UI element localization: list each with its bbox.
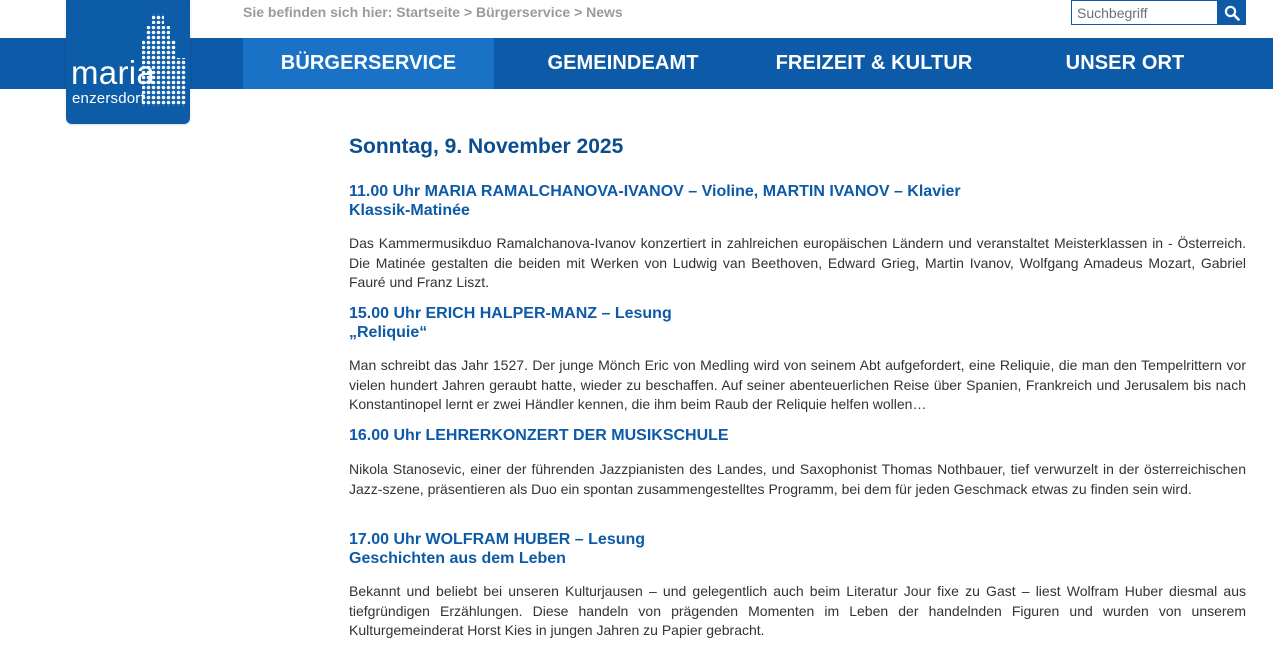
- event-description: Man schreibt das Jahr 1527. Der junge Mönch Eric von Medling wird von seinem Abt aufgefordert, eine Reliquie, die man den Tempelrittern vor vielen hundert Jahren geraubt hatte, wieder zu beschaffen. Auf seiner abenteuerlichen Reise über Spanien, Frankreich und Jerusalem bis nach Konstantinopel lernt er zwei Händler kennen, die ihm beim Raub der Reliquie helfen wollen…: [349, 357, 1246, 412]
- event-title-line2: Klassik-Matinée: [349, 202, 470, 219]
- nav-item-gemeindeamt[interactable]: [494, 38, 752, 89]
- search-icon: [1224, 5, 1240, 21]
- search-button[interactable]: [1218, 0, 1246, 25]
- event-title[interactable]: [349, 182, 961, 220]
- nav-item-label: BÜRGERSERVICE: [280, 52, 457, 74]
- event-title-line1: 15.00 Uhr ERICH HALPER-MANZ – Lesung: [349, 305, 672, 322]
- nav-item-unser-ort[interactable]: [1000, 38, 1250, 89]
- event-title-line1: 11.00 Uhr MARIA RAMALCHANOVA-IVANOV – Violine, MARTIN IVANOV – Klavier: [349, 183, 961, 200]
- event-description: Nikola Stanosevic, einer der führenden Jazzpianisten des Landes, und Saxophonist Thomas Nothbauer, tief verwurzelt in der österreichischen Jazz-szene, präsentieren als Duo ein spontan zusammengestelltes Programm, bei dem für jeden Geschmack etwas zu finden sein wird.: [349, 461, 1246, 497]
- nav-item-label: UNSER ORT: [1065, 52, 1185, 74]
- nav-item-label: GEMEINDEAMT: [547, 52, 699, 74]
- nav-item-buergerservice[interactable]: [243, 38, 494, 89]
- page-title: Sonntag, 9. November 2025: [349, 135, 624, 158]
- event-title[interactable]: [349, 304, 672, 342]
- event-title-line1: 16.00 Uhr LEHRERKONZERT DER MUSIKSCHULE: [349, 427, 729, 444]
- event-title-line2: Geschichten aus dem Leben: [349, 550, 566, 567]
- event-title[interactable]: [349, 426, 729, 445]
- nav-item-freizeit-kultur[interactable]: [752, 38, 996, 89]
- search-box: [1071, 0, 1246, 25]
- logo-text-maria: maria: [71, 54, 156, 91]
- breadcrumb: Sie befinden sich hier: Startseite > Bürgerservice > News: [243, 4, 623, 20]
- search-input[interactable]: [1071, 0, 1218, 25]
- event-title-line1: 17.00 Uhr WOLFRAM HUBER – Lesung: [349, 531, 646, 548]
- logo-text-enzersdorf: enzersdorf: [72, 90, 145, 107]
- event-title-line2: „Reliquie“: [349, 324, 428, 341]
- site-logo[interactable]: [66, 0, 190, 124]
- main-navigation: [0, 38, 1273, 89]
- event-description: Bekannt und beliebt bei unseren Kulturjausen – und gelegentlich auch beim Literatur Jour fixe zu Gast – liest Wolfram Huber diesmal aus tiefgründigen Erzählungen. Diese handeln von prägenden Momenten im Leben der handelnden Figuren und wurden von unserem Kulturgemeinderat Horst Kies in jungen Jahren zu Papier gebracht.: [349, 583, 1246, 638]
- event-title[interactable]: [349, 530, 645, 568]
- event-description: Das Kammermusikduo Ramalchanova-Ivanov konzertiert in zahlreichen europäischen Ländern und veranstaltet Meisterklassen in - Österreich. Die Matinée gestalten die beiden mit Werken von Ludwig van Beethoven, Edward Grieg, Martin Ivanov, Wolfgang Amadeus Mozart, Gabriel Fauré und Franz Liszt.: [349, 235, 1246, 290]
- nav-item-label: FREIZEIT & KULTUR: [775, 52, 973, 74]
